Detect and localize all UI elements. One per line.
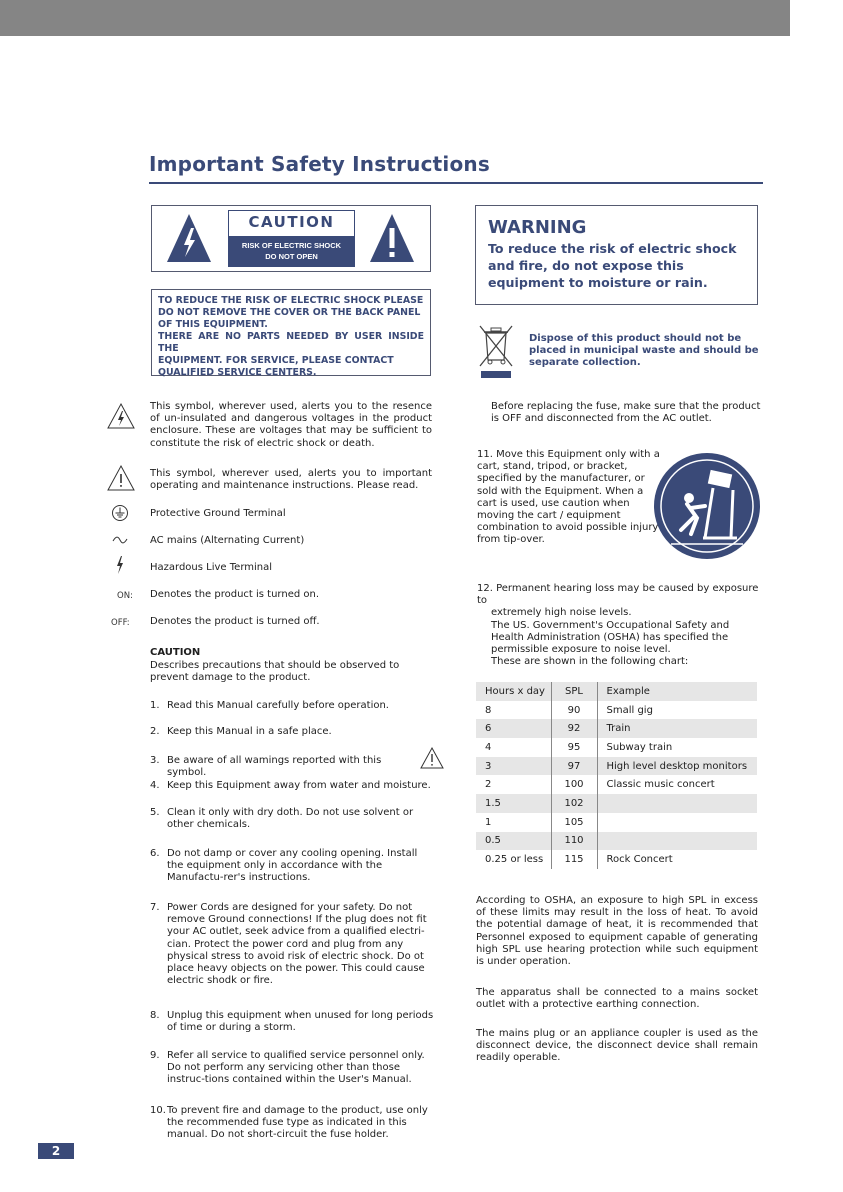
item-number: 12.	[477, 583, 493, 594]
table-header: Hours x day	[476, 682, 551, 701]
item-11	[477, 449, 662, 547]
spl-table	[476, 682, 757, 869]
item-number: 7.	[150, 902, 160, 913]
item-text: extremely high noise levels.	[491, 607, 632, 619]
list-item	[150, 700, 434, 712]
osha-paragraph: According to OSHA, an exposure to high SPL in excess of these limits may result in the loss of heat. To avoid the potential damage of heat, it is recommended that Personnel exposed to equipment capable of generating high SPL use hearing protection while such equipment is under operation.	[476, 895, 758, 968]
earthing-paragraph: The apparatus shall be connected to a mains socket outlet with a protective earthing connection.	[476, 987, 758, 1011]
table-header-row	[476, 682, 757, 701]
table-cell: Train	[597, 719, 757, 738]
table-cell: 97	[551, 757, 597, 776]
item-number: 9.	[150, 1050, 160, 1061]
item-text: Be aware of all wamings reported with this symbol.	[167, 755, 382, 779]
table-cell: Subway train	[606, 741, 673, 753]
item-number: 4.	[150, 780, 160, 791]
lightning-warning-icon	[165, 212, 213, 264]
exclamation-symbol-icon	[106, 464, 136, 492]
disconnect-paragraph: The mains plug or an appliance coupler is used as the disconnect device, the disconnect device shall remain readily operable.	[476, 1028, 758, 1064]
list-item	[150, 780, 434, 792]
item-text: Keep this Manual in a safe place.	[167, 726, 332, 737]
table-cell: 102	[551, 794, 597, 813]
table-cell	[597, 813, 757, 832]
reduce-line: DO NOT REMOVE THE COVER OR THE BACK PANEL	[158, 307, 421, 318]
item-number: 5.	[150, 807, 160, 818]
caution-heading: CAUTION	[150, 647, 201, 658]
table-cell	[597, 832, 757, 851]
list-item	[150, 755, 420, 779]
ground-terminal-icon	[111, 504, 129, 522]
item-text: Do not damp or cover any cooling opening. Install the equipment only in accordance with the Manufactu-rer's instructions.	[167, 848, 418, 884]
table-row	[476, 719, 757, 738]
item-number: 3.	[150, 755, 160, 766]
table-cell: 1.5	[476, 794, 551, 813]
list-item	[150, 1105, 430, 1142]
dispose-notice: Dispose of this product should not be placed in municipal waste and should be separate collection.	[529, 333, 759, 368]
item-text: To prevent fire and damage to the product, use only the recommended fuse type as indicated in this manual. Do not short-circuit the fuse holder.	[167, 1105, 428, 1141]
list-item	[150, 902, 434, 987]
caution-word: CAUTION	[229, 211, 354, 234]
table-cell: Classic music concert	[606, 779, 715, 791]
page-title: Important Safety Instructions	[149, 152, 490, 176]
table-cell: 8	[476, 701, 551, 720]
item-12	[477, 583, 764, 668]
ac-mains-icon	[112, 535, 128, 545]
table-row	[476, 757, 757, 776]
reduce-line: EQUIPMENT. FOR SERVICE, PLEASE CONTACT	[158, 355, 394, 366]
table-cell: 92	[551, 719, 597, 738]
table-row	[476, 775, 757, 794]
warning-title: WARNING	[488, 217, 587, 238]
live-terminal-icon	[114, 555, 126, 575]
caution-risk-line: RISK OF ELECTRIC SHOCK	[241, 241, 342, 250]
ac-mains-text: AC mains (Alternating Current)	[150, 535, 305, 546]
table-cell: 4	[476, 738, 551, 757]
item-text: Clean it only with dry doth. Do not use solvent or other chemicals.	[167, 807, 414, 831]
table-cell: 6	[476, 719, 551, 738]
item-number: 11.	[477, 449, 493, 460]
top-bar	[0, 0, 790, 36]
item-number: 1.	[150, 700, 160, 711]
item-text: Permanent hearing loss may be caused by exposure to	[477, 583, 759, 607]
table-cell: Small gig	[606, 704, 653, 716]
table-row	[476, 738, 757, 757]
item-number: 6.	[150, 848, 160, 859]
item-number: 2.	[150, 726, 160, 737]
reduce-line: THERE ARE NO PARTS NEEDED BY USER INSIDE THE	[158, 331, 424, 354]
fuse-note: Before replacing the fuse, make sure that the product is OFF and disconnected from the AC outlet.	[491, 401, 761, 425]
table-cell: 0.5	[476, 832, 551, 851]
table-cell: 2	[476, 775, 551, 794]
table-cell: 3	[476, 757, 551, 776]
warning-text: To reduce the risk of electric shock and fire, do not expose this equipment to moisture or rain.	[488, 241, 737, 290]
item-text: Refer all service to qualified service personnel only. Do not perform any servicing other than those instruc-tions contained within the User's Manual.	[167, 1050, 425, 1086]
cart-tipover-icon	[651, 450, 763, 562]
table-cell: 0.25 or less	[476, 850, 551, 869]
exclamation-warning-icon	[368, 212, 416, 264]
table-row	[476, 701, 757, 720]
list-item	[150, 1050, 434, 1087]
live-terminal-text: Hazardous Live Terminal	[150, 562, 273, 573]
item-text: Power Cords are designed for your safety. Do not remove Ground connections! If the plug does not fit your AC outlet, seek advice from a qualified electri-cian. Protect the power cord and plug from any physical stress to avoid risk of electric shock. Do ot place heavy objects on the power. This could cause electric shodk or fire.	[167, 902, 427, 987]
warning-box	[475, 205, 758, 305]
table-cell: High level desktop monitors	[597, 757, 757, 776]
item-text: These are shown in the following chart:	[491, 656, 689, 668]
item-text: Move this Equipment only with a cart, stand, tripod, or bracket, specified by the manufacturer, or sold with the Equipment. When a cart is used, use caution when moving the cart / equipment combination to avoid possible injury from tip-over.	[477, 449, 660, 546]
table-cell: 115	[551, 850, 597, 869]
lightning-symbol-icon	[106, 402, 136, 430]
item-text: Keep this Equipment away from water and moisture.	[167, 780, 431, 791]
page-number: 2	[38, 1143, 74, 1159]
crossed-bin-icon	[478, 324, 514, 380]
table-row	[476, 813, 757, 832]
list-item	[150, 807, 434, 831]
off-label: OFF:	[111, 618, 130, 628]
on-label: ON:	[117, 591, 133, 601]
list-item	[150, 726, 434, 738]
exclamation-symbol-text: This symbol, wherever used, alerts you to important operating and maintenance instructions. Please read.	[150, 468, 432, 492]
table-row	[476, 850, 757, 869]
table-cell: 90	[551, 701, 597, 720]
reduce-risk-box	[151, 289, 431, 376]
reduce-line: QUALIFIED SERVICE CENTERS.	[158, 367, 317, 378]
table-header: Example	[597, 682, 757, 701]
list-item	[150, 848, 434, 885]
item-text: Unplug this equipment when unused for long periods of time or during a storm.	[167, 1010, 434, 1034]
caution-risk-text	[229, 236, 354, 266]
reduce-line: OF THIS EQUIPMENT.	[158, 319, 268, 330]
table-cell: 110	[551, 832, 597, 851]
off-text: Denotes the product is turned off.	[150, 616, 320, 627]
table-cell: Rock Concert	[606, 854, 673, 866]
on-text: Denotes the product is turned on.	[150, 589, 320, 600]
item-number: 10.	[150, 1105, 166, 1116]
table-row	[476, 794, 757, 813]
item-number: 8.	[150, 1010, 160, 1021]
table-header: SPL	[551, 682, 597, 701]
caution-open-line: DO NOT OPEN	[265, 252, 318, 261]
title-underline	[149, 182, 763, 184]
table-cell: 95	[551, 738, 597, 757]
reduce-line: TO REDUCE THE RISK OF ELECTRIC SHOCK PLEASE	[158, 295, 424, 306]
table-row	[476, 832, 757, 851]
lightning-symbol-text: This symbol, wherever used, alerts you to the resence of un-insulated and dangerous voltages in the product enclosure. These are voltages that may be sufficient to constitute the risk of electric shock or death.	[150, 401, 432, 449]
ground-terminal-text: Protective Ground Terminal	[150, 508, 286, 519]
table-cell: 105	[551, 813, 597, 832]
table-cell	[597, 794, 757, 813]
table-cell: 1	[476, 813, 551, 832]
exclamation-inline-icon	[419, 746, 445, 770]
list-item	[150, 1010, 434, 1034]
item-text: The US. Government's Occupational Safety and Health Administration (OSHA) has specified the permissible exposure to noise level.	[491, 619, 730, 656]
table-cell: 100	[551, 775, 597, 794]
item-text: Read this Manual carefully before operation.	[167, 700, 389, 711]
caution-description: Describes precautions that should be observed to prevent damage to the product.	[150, 660, 400, 684]
